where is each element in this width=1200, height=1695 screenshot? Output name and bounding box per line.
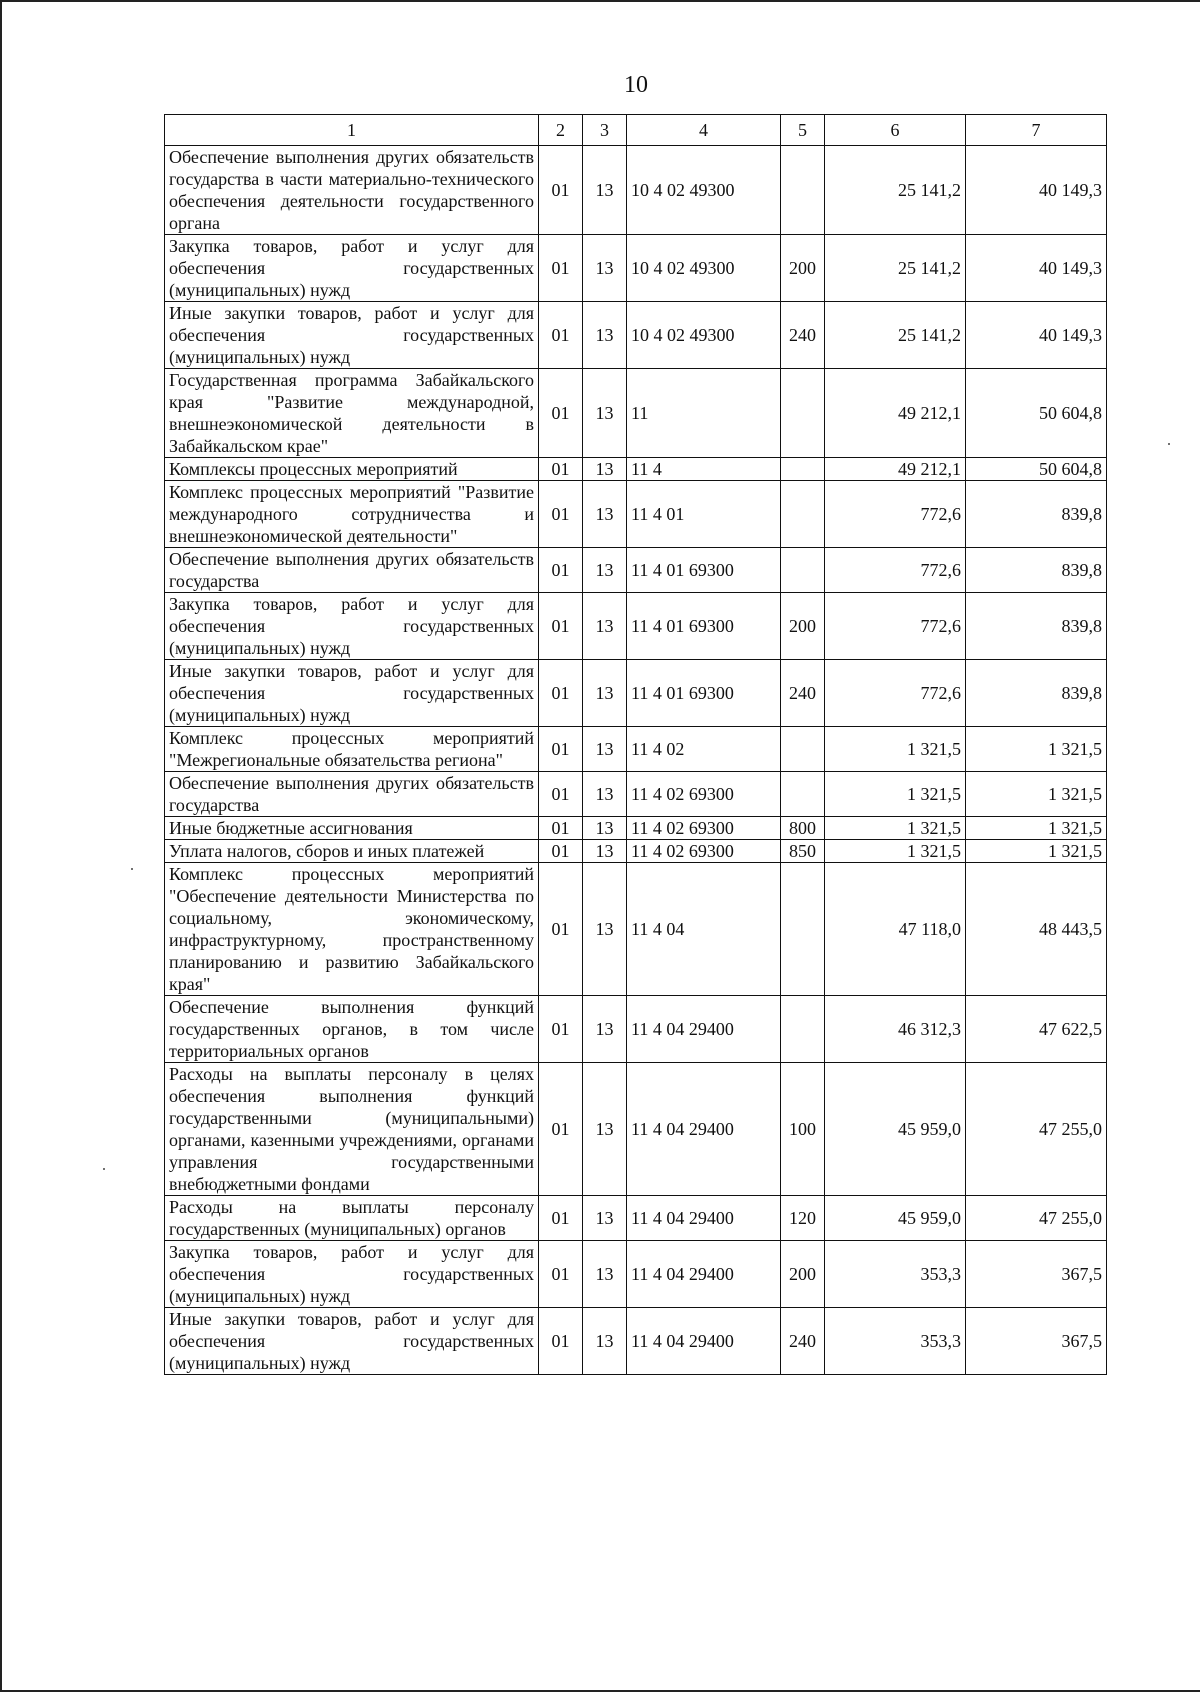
amount-col7-cell: 47 622,5 xyxy=(966,996,1107,1063)
subsection-cell: 13 xyxy=(583,481,627,548)
row-name-cell: Уплата налогов, сборов и иных платежей xyxy=(165,840,539,863)
section-cell: 01 xyxy=(539,727,583,772)
row-name-cell: Государственная программа Забайкальского края "Развитие международной, внешнеэкономической деятельности в Забайкальском крае" xyxy=(165,369,539,458)
amount-col7-cell: 367,5 xyxy=(966,1308,1107,1375)
target-article-cell: 11 4 04 29400 xyxy=(627,1241,781,1308)
expense-type-cell: 120 xyxy=(781,1196,825,1241)
target-article-cell: 11 4 04 29400 xyxy=(627,1196,781,1241)
expense-type-cell xyxy=(781,548,825,593)
subsection-cell: 13 xyxy=(583,660,627,727)
section-cell: 01 xyxy=(539,548,583,593)
amount-col7-cell: 367,5 xyxy=(966,1241,1107,1308)
amount-col7-cell: 50 604,8 xyxy=(966,458,1107,481)
page-frame-left xyxy=(0,0,2,1692)
column-header: 7 xyxy=(966,115,1107,146)
subsection-cell: 13 xyxy=(583,817,627,840)
amount-col6-cell: 1 321,5 xyxy=(825,840,966,863)
amount-col7-cell: 40 149,3 xyxy=(966,235,1107,302)
expense-type-cell xyxy=(781,458,825,481)
section-cell: 01 xyxy=(539,302,583,369)
table-row xyxy=(165,235,1107,302)
expense-type-cell: 240 xyxy=(781,1308,825,1375)
subsection-cell: 13 xyxy=(583,727,627,772)
expense-type-cell xyxy=(781,863,825,996)
amount-col6-cell: 772,6 xyxy=(825,481,966,548)
target-article-cell: 11 4 02 69300 xyxy=(627,817,781,840)
amount-col6-cell: 772,6 xyxy=(825,660,966,727)
expense-type-cell: 800 xyxy=(781,817,825,840)
table-row xyxy=(165,817,1107,840)
section-cell: 01 xyxy=(539,1308,583,1375)
subsection-cell: 13 xyxy=(583,863,627,996)
amount-col6-cell: 1 321,5 xyxy=(825,817,966,840)
target-article-cell: 11 4 02 69300 xyxy=(627,840,781,863)
amount-col6-cell: 45 959,0 xyxy=(825,1063,966,1196)
subsection-cell: 13 xyxy=(583,458,627,481)
row-name-cell: Комплекс процессных мероприятий "Межрегиональные обязательства региона" xyxy=(165,727,539,772)
row-name-cell: Иные бюджетные ассигнования xyxy=(165,817,539,840)
expense-type-cell: 200 xyxy=(781,593,825,660)
page-frame-top xyxy=(0,0,1200,2)
section-cell: 01 xyxy=(539,481,583,548)
row-name-cell: Расходы на выплаты персоналу государственных (муниципальных) органов xyxy=(165,1196,539,1241)
target-article-cell: 11 4 xyxy=(627,458,781,481)
target-article-cell: 11 4 04 xyxy=(627,863,781,996)
row-name-cell: Комплекс процессных мероприятий "Обеспечение деятельности Министерства по социальному, экономическому, инфраструктурному, пространственному планированию и развитию Забайкальского края" xyxy=(165,863,539,996)
column-header: 1 xyxy=(165,115,539,146)
subsection-cell: 13 xyxy=(583,840,627,863)
table-row xyxy=(165,772,1107,817)
amount-col6-cell: 46 312,3 xyxy=(825,996,966,1063)
column-header: 5 xyxy=(781,115,825,146)
amount-col7-cell: 48 443,5 xyxy=(966,863,1107,996)
scan-speck xyxy=(103,1168,105,1170)
expense-type-cell xyxy=(781,727,825,772)
scan-speck xyxy=(1168,443,1170,445)
section-cell: 01 xyxy=(539,817,583,840)
amount-col6-cell: 1 321,5 xyxy=(825,772,966,817)
expense-type-cell: 200 xyxy=(781,235,825,302)
section-cell: 01 xyxy=(539,1241,583,1308)
amount-col6-cell: 47 118,0 xyxy=(825,863,966,996)
amount-col7-cell: 40 149,3 xyxy=(966,302,1107,369)
subsection-cell: 13 xyxy=(583,593,627,660)
target-article-cell: 10 4 02 49300 xyxy=(627,146,781,235)
target-article-cell: 11 4 01 69300 xyxy=(627,548,781,593)
section-cell: 01 xyxy=(539,996,583,1063)
target-article-cell: 11 4 01 xyxy=(627,481,781,548)
target-article-cell: 11 4 04 29400 xyxy=(627,996,781,1063)
column-header: 4 xyxy=(627,115,781,146)
row-name-cell: Расходы на выплаты персоналу в целях обеспечения выполнения функций государственными (муниципальными) органами, казенными учреждениями, органами управления государственными внебюджетными фондами xyxy=(165,1063,539,1196)
column-header: 6 xyxy=(825,115,966,146)
row-name-cell: Иные закупки товаров, работ и услуг для обеспечения государственных (муниципальных) нужд xyxy=(165,302,539,369)
table-row xyxy=(165,458,1107,481)
table-row xyxy=(165,146,1107,235)
table-row xyxy=(165,727,1107,772)
amount-col7-cell: 1 321,5 xyxy=(966,817,1107,840)
row-name-cell: Иные закупки товаров, работ и услуг для обеспечения государственных (муниципальных) нужд xyxy=(165,1308,539,1375)
row-name-cell: Обеспечение выполнения других обязательств государства в части материально-технического обеспечения деятельности государственного органа xyxy=(165,146,539,235)
amount-col7-cell: 839,8 xyxy=(966,660,1107,727)
table-row xyxy=(165,481,1107,548)
table-row xyxy=(165,863,1107,996)
target-article-cell: 10 4 02 49300 xyxy=(627,235,781,302)
amount-col7-cell: 839,8 xyxy=(966,481,1107,548)
section-cell: 01 xyxy=(539,660,583,727)
section-cell: 01 xyxy=(539,1196,583,1241)
subsection-cell: 13 xyxy=(583,369,627,458)
expense-type-cell xyxy=(781,369,825,458)
table-row xyxy=(165,840,1107,863)
table-row xyxy=(165,593,1107,660)
subsection-cell: 13 xyxy=(583,235,627,302)
amount-col6-cell: 49 212,1 xyxy=(825,458,966,481)
section-cell: 01 xyxy=(539,458,583,481)
section-cell: 01 xyxy=(539,1063,583,1196)
amount-col6-cell: 353,3 xyxy=(825,1308,966,1375)
page-number: 10 xyxy=(624,72,648,98)
expense-type-cell: 240 xyxy=(781,660,825,727)
row-name-cell: Обеспечение выполнения других обязательств государства xyxy=(165,548,539,593)
subsection-cell: 13 xyxy=(583,1308,627,1375)
table-row xyxy=(165,996,1107,1063)
subsection-cell: 13 xyxy=(583,1241,627,1308)
target-article-cell: 11 4 02 69300 xyxy=(627,772,781,817)
section-cell: 01 xyxy=(539,369,583,458)
row-name-cell: Закупка товаров, работ и услуг для обеспечения государственных (муниципальных) нужд xyxy=(165,1241,539,1308)
row-name-cell: Обеспечение выполнения функций государственных органов, в том числе территориальных органов xyxy=(165,996,539,1063)
target-article-cell: 11 4 04 29400 xyxy=(627,1063,781,1196)
table-row xyxy=(165,548,1107,593)
target-article-cell: 10 4 02 49300 xyxy=(627,302,781,369)
row-name-cell: Закупка товаров, работ и услуг для обеспечения государственных (муниципальных) нужд xyxy=(165,235,539,302)
amount-col6-cell: 353,3 xyxy=(825,1241,966,1308)
table-row xyxy=(165,1063,1107,1196)
row-name-cell: Закупка товаров, работ и услуг для обеспечения государственных (муниципальных) нужд xyxy=(165,593,539,660)
expense-type-cell xyxy=(781,996,825,1063)
scan-speck xyxy=(131,868,133,870)
subsection-cell: 13 xyxy=(583,996,627,1063)
subsection-cell: 13 xyxy=(583,302,627,369)
amount-col6-cell: 1 321,5 xyxy=(825,727,966,772)
expense-type-cell: 240 xyxy=(781,302,825,369)
section-cell: 01 xyxy=(539,593,583,660)
amount-col7-cell: 839,8 xyxy=(966,548,1107,593)
table-header-row xyxy=(165,115,1107,146)
budget-table xyxy=(164,114,1107,1375)
amount-col7-cell: 839,8 xyxy=(966,593,1107,660)
amount-col7-cell: 47 255,0 xyxy=(966,1196,1107,1241)
row-name-cell: Обеспечение выполнения других обязательств государства xyxy=(165,772,539,817)
expense-type-cell xyxy=(781,146,825,235)
expense-type-cell xyxy=(781,772,825,817)
amount-col6-cell: 772,6 xyxy=(825,548,966,593)
amount-col6-cell: 772,6 xyxy=(825,593,966,660)
table-row xyxy=(165,1196,1107,1241)
amount-col6-cell: 49 212,1 xyxy=(825,369,966,458)
section-cell: 01 xyxy=(539,772,583,817)
amount-col7-cell: 1 321,5 xyxy=(966,727,1107,772)
section-cell: 01 xyxy=(539,863,583,996)
amount-col6-cell: 25 141,2 xyxy=(825,302,966,369)
amount-col7-cell: 40 149,3 xyxy=(966,146,1107,235)
row-name-cell: Комплексы процессных мероприятий xyxy=(165,458,539,481)
column-header: 2 xyxy=(539,115,583,146)
table-row xyxy=(165,1241,1107,1308)
subsection-cell: 13 xyxy=(583,1196,627,1241)
amount-col7-cell: 50 604,8 xyxy=(966,369,1107,458)
table-row xyxy=(165,302,1107,369)
amount-col7-cell: 1 321,5 xyxy=(966,840,1107,863)
amount-col6-cell: 25 141,2 xyxy=(825,146,966,235)
row-name-cell: Комплекс процессных мероприятий "Развитие международного сотрудничества и внешнеэкономической деятельности" xyxy=(165,481,539,548)
table-row xyxy=(165,660,1107,727)
expense-type-cell: 100 xyxy=(781,1063,825,1196)
target-article-cell: 11 4 04 29400 xyxy=(627,1308,781,1375)
page-frame-bottom xyxy=(0,1690,1200,1692)
target-article-cell: 11 4 02 xyxy=(627,727,781,772)
target-article-cell: 11 4 01 69300 xyxy=(627,593,781,660)
subsection-cell: 13 xyxy=(583,772,627,817)
amount-col6-cell: 45 959,0 xyxy=(825,1196,966,1241)
section-cell: 01 xyxy=(539,840,583,863)
table-row xyxy=(165,1308,1107,1375)
target-article-cell: 11 4 01 69300 xyxy=(627,660,781,727)
subsection-cell: 13 xyxy=(583,146,627,235)
expense-type-cell: 850 xyxy=(781,840,825,863)
target-article-cell: 11 xyxy=(627,369,781,458)
amount-col6-cell: 25 141,2 xyxy=(825,235,966,302)
section-cell: 01 xyxy=(539,146,583,235)
subsection-cell: 13 xyxy=(583,548,627,593)
table-row xyxy=(165,369,1107,458)
amount-col7-cell: 1 321,5 xyxy=(966,772,1107,817)
subsection-cell: 13 xyxy=(583,1063,627,1196)
section-cell: 01 xyxy=(539,235,583,302)
column-header: 3 xyxy=(583,115,627,146)
expense-type-cell xyxy=(781,481,825,548)
row-name-cell: Иные закупки товаров, работ и услуг для обеспечения государственных (муниципальных) нужд xyxy=(165,660,539,727)
amount-col7-cell: 47 255,0 xyxy=(966,1063,1107,1196)
expense-type-cell: 200 xyxy=(781,1241,825,1308)
